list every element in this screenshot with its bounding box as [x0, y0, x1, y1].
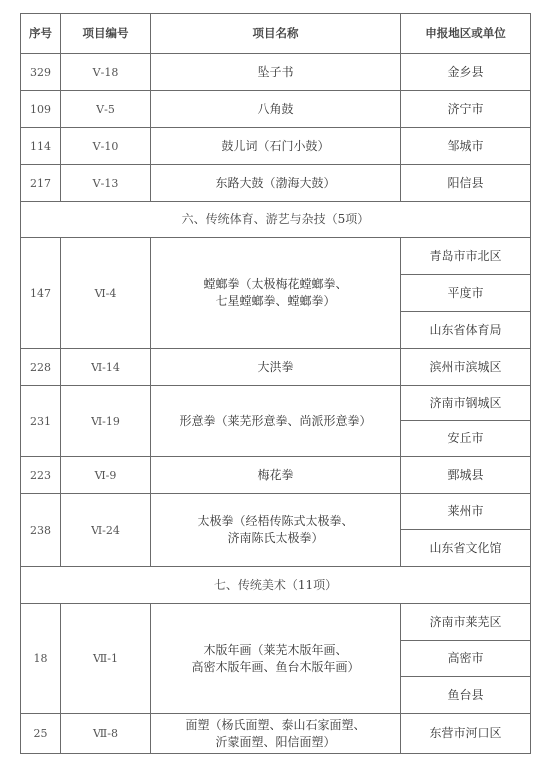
cell-name: 东路大鼓（渤海大鼓） [151, 165, 401, 202]
cell-name: 形意拳（莱芜形意拳、尚派形意拳） [151, 386, 401, 457]
heritage-project-table [20, 13, 531, 754]
cell-code: Ⅴ-10 [61, 128, 151, 165]
cell-name [151, 494, 401, 567]
cell-serial: 238 [21, 494, 61, 567]
cell-code: Ⅵ-19 [61, 386, 151, 457]
cell-name-line: 面塑（杨氏面塑、泰山石家面塑、 [185, 717, 366, 732]
cell-code: Ⅵ-24 [61, 494, 151, 567]
table-row [21, 714, 531, 754]
cell-name-line: 沂蒙面塑、阳信面塑） [215, 734, 336, 749]
cell-region: 平度市 [401, 275, 531, 312]
cell-name [151, 238, 401, 349]
cell-code: Ⅵ-9 [61, 457, 151, 494]
cell-name-line: 太极拳（经梧传陈式太极拳、 [197, 514, 354, 528]
section-row [21, 567, 531, 604]
cell-region: 邹城市 [401, 128, 531, 165]
cell-region: 济南市莱芜区 [401, 604, 531, 641]
cell-name-line: 木版年画（莱芜木版年画、 [203, 642, 348, 657]
header-project-name: 项目名称 [151, 14, 401, 54]
cell-serial: 329 [21, 54, 61, 91]
cell-region: 滨州市滨城区 [401, 349, 531, 386]
cell-region: 济南市钢城区 [401, 386, 531, 421]
cell-name: 梅花拳 [151, 457, 401, 494]
cell-serial: 231 [21, 386, 61, 457]
table-header-row [21, 14, 531, 54]
cell-region: 济宁市 [401, 91, 531, 128]
cell-code: Ⅶ-1 [61, 604, 151, 714]
cell-region: 鱼台县 [401, 677, 531, 714]
cell-code: Ⅴ-5 [61, 91, 151, 128]
section-heading-6: 六、传统体育、游艺与杂技（5项） [21, 202, 531, 238]
cell-region: 青岛市市北区 [401, 238, 531, 275]
cell-serial: 109 [21, 91, 61, 128]
table-row [21, 386, 531, 421]
cell-region: 阳信县 [401, 165, 531, 202]
cell-region: 高密市 [401, 641, 531, 677]
header-serial-number: 序号 [21, 14, 61, 54]
table-row [21, 91, 531, 128]
table-row [21, 128, 531, 165]
table-row [21, 165, 531, 202]
table-row [21, 457, 531, 494]
cell-name [151, 714, 401, 754]
cell-region: 安丘市 [401, 421, 531, 457]
table-row [21, 494, 531, 530]
cell-serial: 18 [21, 604, 61, 714]
cell-region: 山东省文化馆 [401, 530, 531, 567]
cell-name-line: 七星螳螂拳、螳螂拳） [215, 294, 336, 308]
table-row [21, 238, 531, 275]
cell-region: 山东省体育局 [401, 312, 531, 349]
cell-serial: 228 [21, 349, 61, 386]
table-row [21, 349, 531, 386]
cell-code: Ⅴ-18 [61, 54, 151, 91]
cell-code: Ⅶ-8 [61, 714, 151, 754]
cell-serial: 114 [21, 128, 61, 165]
cell-serial: 25 [21, 714, 61, 754]
header-project-code: 项目编号 [61, 14, 151, 54]
cell-code: Ⅵ-14 [61, 349, 151, 386]
cell-name: 八角鼓 [151, 91, 401, 128]
cell-region: 东营市河口区 [401, 714, 531, 754]
cell-region: 莱州市 [401, 494, 531, 530]
cell-serial: 217 [21, 165, 61, 202]
cell-name-line: 济南陈氏太极拳） [227, 531, 324, 545]
cell-code: Ⅵ-4 [61, 238, 151, 349]
section-row [21, 202, 531, 238]
cell-name: 坠子书 [151, 54, 401, 91]
section-heading-7: 七、传统美术（11项） [21, 567, 531, 604]
cell-name-line: 高密木版年画、鱼台木版年画） [191, 659, 360, 674]
table-row [21, 604, 531, 641]
cell-region: 金乡县 [401, 54, 531, 91]
table-row [21, 54, 531, 91]
heritage-list-page [20, 13, 530, 754]
cell-name-line: 螳螂拳（太极梅花螳螂拳、 [203, 277, 348, 291]
cell-name: 大洪拳 [151, 349, 401, 386]
cell-name: 鼓儿词（石门小鼓） [151, 128, 401, 165]
cell-code: Ⅴ-13 [61, 165, 151, 202]
cell-name [151, 604, 401, 714]
header-region: 申报地区或单位 [401, 14, 531, 54]
cell-serial: 223 [21, 457, 61, 494]
cell-region: 鄄城县 [401, 457, 531, 494]
cell-serial: 147 [21, 238, 61, 349]
